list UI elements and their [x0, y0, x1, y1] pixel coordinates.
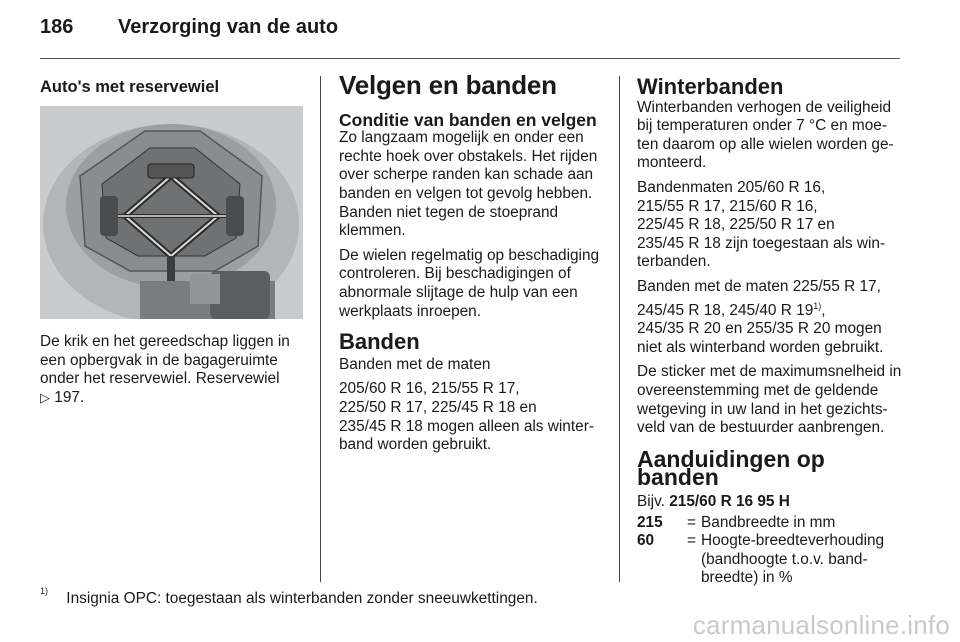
column-3: [637, 74, 902, 588]
not-winter-line-1: Banden met de maten 225/55 R 17,: [637, 277, 881, 295]
winter-sizes-line-2: 215/55 R 17, 215/60 R 16,: [637, 197, 818, 215]
tyre-sizes-line-2: 225/50 R 17, 225/45 R 18 en: [339, 398, 537, 416]
column-2: [339, 70, 604, 461]
page-reference[interactable]: 197.: [54, 388, 85, 406]
paragraph-speed-sticker: De sticker met de maximumsnelheid in overeenstemming met de geldende wetgeving in uw land in het gezichtsveld van de bestuurder aanbrengen.: [637, 363, 902, 437]
figure-caption: De krik en het gereedschap liggen in een opbergvak in de bagageruimte onder het reservewiel. Reservewiel: [40, 333, 290, 388]
designation-value: Hoogte-breedteverhouding (bandhoogte t.o.v. bandbreedte) in %: [701, 532, 885, 587]
designation-row: [637, 532, 902, 588]
watermark: carmanualsonline.info: [692, 610, 950, 640]
paragraph-obstacles: Zo langzaam mogelijk en onder een rechte hoek over obstakels. Het rijden over scherpe randen kan schade aan banden en velgen tot gevolg hebben. Banden niet tegen de stoeprand klemmen.: [339, 129, 598, 240]
paragraph-tyre-sizes-intro: Banden met de maten: [339, 355, 491, 373]
footnote-text: Insignia OPC: toegestaan als winterbanden zonder sneeuwkettingen.: [66, 590, 538, 608]
column-1: [40, 78, 305, 97]
designation-equals: =: [687, 513, 696, 531]
example-code: 215/60 R 16 95 H: [669, 493, 790, 510]
car-jack-illustration: [40, 106, 303, 319]
footnote-number: 1): [40, 586, 49, 596]
section-title-wheels-tyres: Velgen en banden: [339, 70, 557, 100]
not-winter-line-2: 245/45 R 18, 245/40 R 19: [637, 301, 814, 319]
not-winter-comma: ,: [821, 301, 826, 319]
car-jack-icon: [40, 106, 303, 319]
not-winter-line-3: 245/35 R 20 en 255/35 R 20 mogen niet als winterband worden gebruikt.: [637, 320, 884, 356]
footnote-marker[interactable]: 1): [813, 300, 822, 311]
winter-sizes-line-3: 225/45 R 18, 225/50 R 17 en: [637, 216, 835, 234]
designation-equals: =: [687, 532, 696, 550]
heading-tyre-designations: Aanduidingen op banden: [637, 445, 825, 491]
designation-key: 60: [637, 532, 655, 550]
section-heading-spare-wheel: Auto's met reservewiel: [40, 78, 220, 96]
column-divider-2: [619, 76, 620, 582]
paragraph-inspect-wheels: De wielen regelmatig op beschadiging controleren. Bij beschadigingen of abnormale slijtage de hulp van een werkplaats inroepen.: [339, 246, 600, 320]
page-number: 186: [40, 16, 74, 38]
heading-tyres: Banden: [339, 329, 420, 355]
header-divider: [40, 58, 900, 59]
example-prefix: Bijv.: [637, 493, 665, 510]
paragraph-not-winter: [637, 278, 902, 358]
tyre-sizes-line-3: 235/45 R 18 mogen alleen als winterband worden gebruikt.: [339, 417, 594, 454]
paragraph-winter-sizes: [637, 179, 902, 272]
paragraph-tyre-sizes: [339, 380, 604, 454]
winter-sizes-line-4: 235/45 R 18 zijn toegestaan als winterbanden.: [637, 234, 886, 271]
column-1-caption: [40, 333, 305, 413]
subheading-tyre-condition: Conditie van banden en velgen: [339, 109, 597, 130]
page-title: Verzorging van de auto: [118, 16, 339, 38]
tyre-sizes-line-1: 205/60 R 16, 215/55 R 17,: [339, 380, 520, 398]
designation-row: [637, 514, 902, 533]
example-line: [637, 493, 902, 512]
paragraph-winter-safety: Winterbanden verhogen de veiligheid bij temperaturen onder 7 °C en moeten daarom op alle wielen worden gemonteerd.: [637, 98, 894, 172]
heading-winter-tyres: Winterbanden: [637, 74, 784, 99]
footnote: [40, 586, 538, 608]
designation-key: 215: [637, 513, 663, 531]
column-divider-1: [320, 76, 321, 582]
designation-value: Bandbreedte in mm: [701, 513, 836, 531]
winter-sizes-line-1: Bandenmaten 205/60 R 16,: [637, 178, 826, 196]
triangle-right-icon: ▷: [40, 389, 50, 405]
